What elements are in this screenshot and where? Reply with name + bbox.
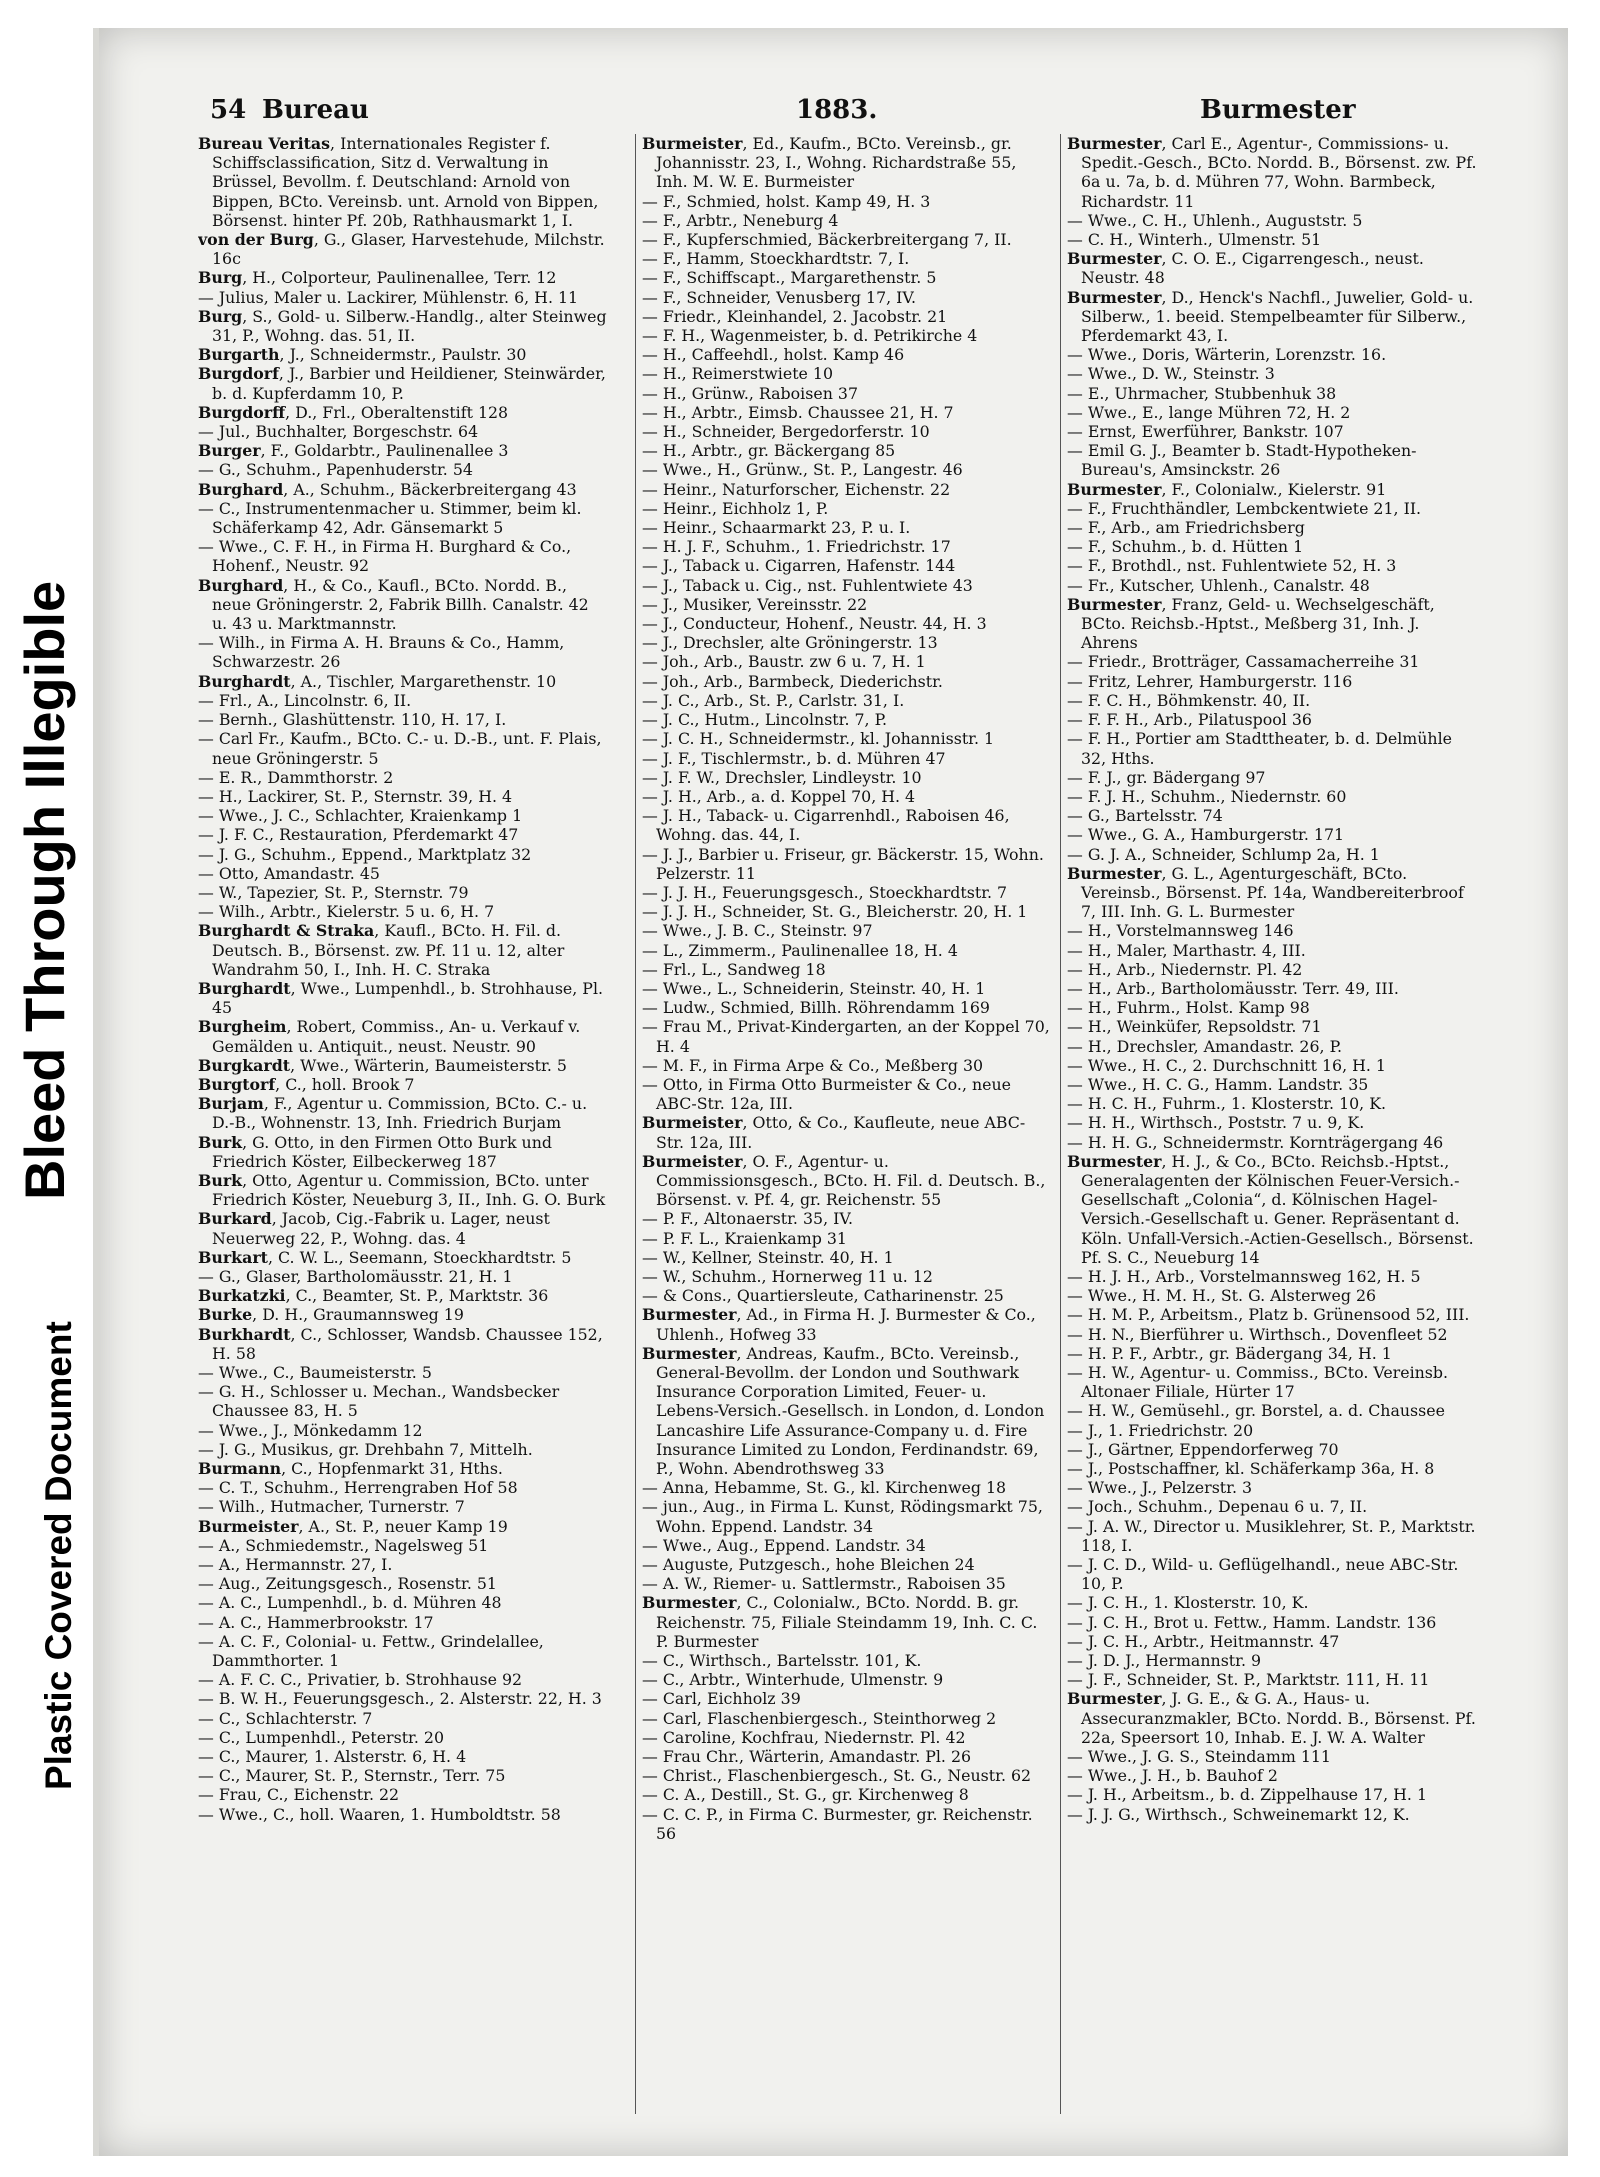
- directory-entry: — F. J., gr. Bädergang 97: [1067, 767, 1266, 787]
- directory-entry: — Frau M., Privat-Kindergarten, an der Koppel 70, H. 4: [642, 1017, 1050, 1056]
- directory-entry: — Emil G. J., Beamter b. Stadt-Hypotheken-Bureau's, Amsinckstr. 26: [1067, 441, 1417, 480]
- directory-entry: Burjam, F., Agentur u. Commission, BCto. C.- u. D.-B., Wohnenstr. 13, Inh. Friedrich Burjam: [198, 1094, 588, 1133]
- directory-entry: — F., Brothdl., nst. Fuhlentwiete 52, H. 3: [1067, 556, 1397, 576]
- directory-entry: Burmeister, Otto, & Co., Kaufleute, neue ABC-Str. 12a, III.: [642, 1113, 1026, 1152]
- directory-entry: — Wwe., E., lange Mühren 72, H. 2: [1067, 402, 1351, 422]
- directory-entry: — C. H., Winterh., Ulmenstr. 51: [1067, 230, 1322, 250]
- directory-entry: — C., Maurer, 1. Alsterstr. 6, H. 4: [198, 1747, 467, 1767]
- directory-entry: — H. J. H., Arb., Vorstelmannsweg 162, H. 5: [1067, 1266, 1421, 1286]
- bleed-through-label: Bleed Through Illegible: [13, 580, 76, 1200]
- directory-entry: Burmester, F., Colonialw., Kielerstr. 91: [1067, 479, 1387, 499]
- directory-entry: — A. F. C. C., Privatier, b. Strohhause 92: [198, 1670, 523, 1690]
- directory-entry: — Friedr., Kleinhandel, 2. Jacobstr. 21: [642, 306, 948, 326]
- directory-entry: Burghard, H., & Co., Kaufl., BCto. Nordd. B., neue Gröningerstr. 2, Fabrik Billh. Canalstr. 42 u. 43 u. Marktmannstr.: [198, 575, 589, 634]
- directory-entry: Burmeister, O. F., Agentur- u. Commissionsgesch., BCto. H. Fil. d. Deutsch. B., Börsenst. v. Pf. 4, gr. Reichenstr. 55: [642, 1151, 1046, 1210]
- directory-entry: — A. C., Lumpenhdl., b. d. Mühren 48: [198, 1593, 502, 1613]
- directory-entry: — H., Arbtr., Eimsb. Chaussee 21, H. 7: [642, 402, 954, 422]
- directory-entry: — A. W., Riemer- u. Sattlermstr., Raboisen 35: [642, 1574, 1006, 1594]
- directory-entry: — Ernst, Ewerführer, Bankstr. 107: [1067, 422, 1344, 442]
- directory-entry: — F., Hamm, Stoeckhardtstr. 7, I.: [642, 249, 910, 269]
- directory-entry: — J. C. H., 1. Klosterstr. 10, K.: [1067, 1593, 1309, 1613]
- directory-entry: — W., Kellner, Steinstr. 40, H. 1: [642, 1247, 894, 1267]
- directory-entry: — Wwe., J., Mönkedamm 12: [198, 1420, 423, 1440]
- directory-entry: — E. R., Dammthorstr. 2: [198, 767, 394, 787]
- directory-entry: — Fritz, Lehrer, Hamburgerstr. 116: [1067, 671, 1353, 691]
- directory-entry: — Wwe., J. G. S., Steindamm 111: [1067, 1747, 1331, 1767]
- directory-entry: — Wwe., H. C. G., Hamm. Landstr. 35: [1067, 1074, 1369, 1094]
- directory-entry: Burgdorff, D., Frl., Oberaltenstift 128: [198, 402, 509, 422]
- directory-entry: — C., Schlachterstr. 7: [198, 1708, 373, 1728]
- directory-entry: — Heinr., Naturforscher, Eichenstr. 22: [642, 479, 951, 499]
- directory-entry: — J. H., Taback- u. Cigarrenhdl., Raboisen 46, Wohng. das. 44, I.: [642, 806, 1010, 845]
- directory-entry: — Joch., Schuhm., Depenau 6 u. 7, II.: [1067, 1497, 1368, 1517]
- directory-entry: — F., Schmied, holst. Kamp 49, H. 3: [642, 191, 931, 211]
- directory-entry: — Frl., A., Lincolnstr. 6, II.: [198, 690, 412, 710]
- directory-entry: — H., Arb., Bartholomäusstr. Terr. 49, III.: [1067, 978, 1399, 998]
- directory-entry: — H., Drechsler, Amandastr. 26, P.: [1067, 1036, 1343, 1056]
- directory-entry: — Joh., Arb., Barmbeck, Diederichstr.: [642, 671, 943, 691]
- directory-entry: — Christ., Flaschenbiergesch., St. G., Neustr. 62: [642, 1766, 1032, 1786]
- directory-entry: — Joh., Arb., Baustr. zw 6 u. 7, H. 1: [642, 652, 926, 672]
- directory-entry: — J., Musiker, Vereinsstr. 22: [642, 594, 868, 614]
- directory-entry: — Jul., Buchhalter, Borgeschstr. 64: [198, 422, 479, 442]
- directory-entry: Burk, Otto, Agentur u. Commission, BCto. unter Friedrich Köster, Neueburg 3, II., Inh. G. O. Burk: [198, 1170, 606, 1210]
- directory-entry: — Wwe., H. M. H., St. G. Alsterweg 26: [1067, 1286, 1377, 1306]
- directory-entry: — H., Schneider, Bergedorferstr. 10: [642, 422, 930, 442]
- directory-entry: — Wwe., H. C., 2. Durchschnitt 16, H. 1: [1067, 1055, 1386, 1075]
- directory-entry: — Wwe., H., Grünw., St. P., Langestr. 46: [642, 460, 963, 480]
- directory-entry: — H. H., Wirthsch., Poststr. 7 u. 9, K.: [1067, 1113, 1365, 1133]
- directory-entry: — J. C., Arb., St. P., Carlstr. 31, I.: [642, 690, 905, 710]
- directory-entry: — F., Schuhm., b. d. Hütten 1: [1067, 537, 1304, 557]
- directory-entry: Burmester, C., Colonialw., BCto. Nordd. B. gr. Reichenstr. 75, Filiale Steindamm 19, Inh. C. C. P. Burmester: [642, 1593, 1038, 1651]
- directory-entry: Burmester, Andreas, Kaufm., BCto. Vereinsb., General-Bevollm. der London und Southwark Insurance Corporation Limited, Feuer- u. Lebens-Versich.-Gesellsch. in London, d. London Lancashire Life Assurance-Company u. d. Fire Insurance Limited zu London, Ferdinandstr. 69, P., Wohn. Abendrothsweg 33: [642, 1343, 1045, 1479]
- directory-entry: — F. F. H., Arb., Pilatuspool 36: [1067, 710, 1312, 730]
- header-year: 1883.: [796, 95, 878, 125]
- directory-entry: — J. J. H., Schneider, St. G., Bleicherstr. 20, H. 1: [642, 902, 1028, 922]
- directory-entry: — B. W. H., Feuerungsgesch., 2. Alsterstr. 22, H. 3: [198, 1689, 602, 1709]
- directory-entry: Burmester, Franz, Geld- u. Wechselgeschäft, BCto. Reichsb.-Hptst., Meßberg 31, Inh. J. Ahrens: [1067, 594, 1435, 653]
- directory-entry: — Wwe., D. W., Steinstr. 3: [1067, 364, 1275, 384]
- directory-entry: — W., Tapezier, St. P., Sternstr. 79: [198, 882, 469, 902]
- directory-entry: — W., Schuhm., Hornerweg 11 u. 12: [642, 1266, 933, 1286]
- directory-entry: — H. W., Agentur- u. Commiss., BCto. Vereinsb. Altonaer Filiale, Hürter 17: [1067, 1363, 1449, 1402]
- directory-entry: — Carl, Flaschenbiergesch., Steinthorweg 2: [642, 1708, 997, 1728]
- directory-entry: — G., Schuhm., Papenhuderstr. 54: [198, 460, 473, 480]
- directory-entry: — J. J. H., Feuerungsgesch., Stoeckhardtstr. 7: [642, 882, 1008, 902]
- directory-entry: — Frau, C., Eichenstr. 22: [198, 1785, 400, 1805]
- directory-entry: Burgarth, J., Schneidermstr., Paulstr. 30: [198, 345, 527, 365]
- directory-entry: — Wilh., in Firma A. H. Brauns & Co., Hamm, Schwarzestr. 26: [198, 633, 565, 672]
- directory-entry: — G., Bartelsstr. 74: [1067, 806, 1223, 826]
- directory-entry: — J. F., Schneider, St. P., Marktstr. 111, H. 11: [1067, 1670, 1430, 1690]
- header-left-word: Bureau: [262, 95, 369, 125]
- directory-entry: Burk, G. Otto, in den Firmen Otto Burk und Friedrich Köster, Eilbeckerweg 187: [198, 1132, 553, 1171]
- directory-entry: — E., Uhrmacher, Stubbenhuk 38: [1067, 383, 1337, 403]
- directory-entry: — Wilh., Hutmacher, Turnerstr. 7: [198, 1497, 465, 1517]
- directory-entry: — C., Lumpenhdl., Peterstr. 20: [198, 1727, 445, 1747]
- directory-entry: — Wwe., J. H., b. Bauhof 2: [1067, 1766, 1278, 1786]
- directory-entry: — Wwe., C., holl. Waaren, 1. Humboldtstr. 58: [198, 1804, 561, 1824]
- directory-entry: von der Burg, G., Glaser, Harvestehude, Milchstr. 16c: [198, 230, 605, 269]
- directory-entry: — A. C. F., Colonial- u. Fettw., Grindelallee, Dammthorter. 1: [198, 1631, 544, 1671]
- directory-entry: Burghardt & Straka, Kaufl., BCto. H. Fil. d. Deutsch. B., Börsenst. zw. Pf. 11 u. 12, alter Wandrahm 50, I., Inh. H. C. Straka: [198, 921, 565, 979]
- side-labels: [0, 0, 95, 2177]
- directory-column-1: [198, 134, 608, 2114]
- directory-entry: — J. F., Tischlermstr., b. d. Mühren 47: [642, 748, 946, 768]
- directory-entry: Bureau Veritas, Internationales Register f. Schiffsclassification, Sitz d. Verwaltung in Brüssel, Bevollm. f. Deutschland: Arnold von Bippen, BCto. Vereinsb. unt. Arnold von Bippen, Börsenst. hinter Pf. 20b, Rathhausmarkt 1, I.: [198, 134, 599, 230]
- directory-entry: Burmester, D., Henck's Nachfl., Juwelier, Gold- u. Silberw., 1. beeid. Stempelbeamter für Silberw., Pferdemarkt 43, I.: [1067, 287, 1474, 346]
- directory-entry: — Otto, in Firma Otto Burmeister & Co., neue ABC-Str. 12a, III.: [642, 1074, 1012, 1114]
- directory-entry: Burgdorf, J., Barbier und Heildiener, Steinwärder, b. d. Kupferdamm 10, P.: [198, 364, 606, 403]
- directory-entry: — C., Maurer, St. P., Sternstr., Terr. 75: [198, 1766, 506, 1786]
- directory-entry: — Wwe., C., Baumeisterstr. 5: [198, 1363, 432, 1382]
- directory-entry: — Friedr., Brotträger, Cassamacherreihe 31: [1067, 652, 1420, 672]
- directory-entry: — F., Kupferschmied, Bäckerbreitergang 7, II.: [642, 230, 1012, 250]
- directory-entry: — C., Arbtr., Winterhude, Ulmenstr. 9: [642, 1670, 944, 1690]
- directory-entry: — F. J. H., Schuhm., Niedernstr. 60: [1067, 786, 1347, 806]
- directory-entry: — Frau Chr., Wärterin, Amandastr. Pl. 26: [642, 1747, 972, 1767]
- directory-entry: — Auguste, Putzgesch., hohe Bleichen 24: [642, 1555, 975, 1575]
- directory-entry: Burgkardt, Wwe., Wärterin, Baumeisterstr. 5: [198, 1055, 567, 1075]
- directory-entry: — Wwe., J. B. C., Steinstr. 97: [642, 921, 873, 941]
- directory-entry: Burkard, Jacob, Cig.-Fabrik u. Lager, neust Neuerweg 22, P., Wohng. das. 4: [198, 1209, 550, 1248]
- directory-entry: — Wilh., Arbtr., Kielerstr. 5 u. 6, H. 7: [198, 902, 495, 922]
- directory-entry: — Wwe., C. H., Uhlenh., Auguststr. 5: [1067, 210, 1363, 230]
- directory-entry: Burgtorf, C., holl. Brook 7: [198, 1074, 415, 1094]
- directory-entry: — F., Arb., am Friedrichsberg: [1067, 518, 1305, 538]
- directory-entry: — Heinr., Schaarmarkt 23, P. u. I.: [642, 518, 911, 538]
- directory-entry: Burghard, A., Schuhm., Bäckerbreitergang 43: [198, 479, 577, 499]
- directory-entry: — H., Grünw., Raboisen 37: [642, 383, 858, 403]
- directory-entry: — C. T., Schuhm., Herrengraben Hof 58: [198, 1478, 518, 1498]
- directory-entry: — J. C., Hutm., Lincolnstr. 7, P.: [642, 710, 888, 730]
- directory-entry: — H., Caffeehdl., holst. Kamp 46: [642, 345, 905, 365]
- directory-entry: — H., Arb., Niedernstr. Pl. 42: [1067, 959, 1303, 979]
- directory-entry: — Wwe., C. F. H., in Firma H. Burghard & Co., Hohenf., Neustr. 92: [198, 537, 572, 576]
- directory-entry: Burg, S., Gold- u. Silberw.-Handlg., alter Steinweg 31, P., Wohng. das. 51, II.: [198, 306, 607, 346]
- header-right-word: Burmester: [1200, 95, 1356, 125]
- directory-entry: — C. C. P., in Firma C. Burmester, gr. Reichenstr. 56: [642, 1804, 1033, 1843]
- directory-entry: — H., Maler, Marthastr. 4, III.: [1067, 940, 1306, 960]
- directory-entry: — Aug., Zeitungsgesch., Rosenstr. 51: [198, 1574, 497, 1594]
- directory-entry: — C., Instrumentenmacher u. Stimmer, beim kl. Schäferkamp 42, Adr. Gänsemarkt 5: [198, 498, 582, 538]
- directory-entry: — Wwe., J., Pelzerstr. 3: [1067, 1478, 1253, 1498]
- directory-entry: Burmann, C., Hopfenmarkt 31, Hths.: [198, 1459, 503, 1479]
- directory-entry: Burmester, J. G. E., & G. A., Haus- u. Assecuranzmakler, BCto. Nordd. B., Börsenst. Pf. 22a, Speersort 10, Inhab. E. J. W. A. Walter: [1067, 1689, 1476, 1747]
- directory-entry: — H., Vorstelmannsweg 146: [1067, 921, 1294, 941]
- directory-entry: — Wwe., Doris, Wärterin, Lorenzstr. 16.: [1067, 345, 1387, 365]
- directory-entry: Burg, H., Colporteur, Paulinenallee, Terr. 12: [198, 268, 557, 288]
- directory-entry: — C. A., Destill., St. G., gr. Kirchenweg 8: [642, 1785, 969, 1805]
- directory-entry: — H. H. G., Schneidermstr. Kornträgergang 46: [1067, 1132, 1444, 1152]
- directory-entry: — H., Reimerstwiete 10: [642, 364, 834, 384]
- directory-entry: — J., 1. Friedrichstr. 20: [1067, 1420, 1254, 1440]
- directory-entry: — F., Schneider, Venusberg 17, IV.: [642, 287, 917, 307]
- directory-entry: — J. J., Barbier u. Friseur, gr. Bäckerstr. 15, Wohn. Pelzerstr. 11: [642, 844, 1044, 883]
- directory-entry: — Wwe., J. C., Schlachter, Kraienkamp 1: [198, 806, 523, 826]
- directory-entry: — H., Arbtr., gr. Bäckergang 85: [642, 441, 896, 461]
- directory-entry: — H. J. F., Schuhm., 1. Friedrichstr. 17: [642, 537, 951, 557]
- directory-entry: — F., Arbtr., Neneburg 4: [642, 210, 839, 230]
- directory-entry: — H. M. P., Arbeitsm., Platz b. Grünensood 52, III.: [1067, 1305, 1470, 1325]
- directory-entry: — Otto, Amandastr. 45: [198, 863, 380, 883]
- page-header: [210, 95, 1356, 135]
- directory-entry: Burmester, H. J., & Co., BCto. Reichsb.-Hptst., Generalagenten der Kölnischen Feuer-Versich.-Gesellschaft „Colonia“, d. Kölnischen Hagel-Versich.-Gesellschaft u. Gener. Repräsentant d. Köln. Unfall-Versich.-Actien-Gesellsch., Börsenst. Pf. S. C., Neueburg 14: [1067, 1151, 1474, 1267]
- directory-entry: — J. G., Schuhm., Eppend., Marktplatz 32: [198, 844, 532, 864]
- directory-entry: Burghardt, Wwe., Lumpenhdl., b. Strohhause, Pl. 45: [198, 978, 604, 1018]
- directory-entry: — J. J. G., Wirthsch., Schweinemarkt 12, K.: [1067, 1804, 1410, 1824]
- directory-entry: — Ludw., Schmied, Billh. Röhrendamm 169: [642, 998, 990, 1018]
- directory-entry: — H., Lackirer, St. P., Sternstr. 39, H. 4: [198, 786, 513, 806]
- directory-entry: — Wwe., L., Schneiderin, Steinstr. 40, H. 1: [642, 978, 986, 998]
- directory-entry: — Heinr., Eichholz 1, P.: [642, 498, 829, 518]
- directory-entry: — Caroline, Kochfrau, Niedernstr. Pl. 42: [642, 1727, 966, 1747]
- directory-entry: — F., Fruchthändler, Lembckentwiete 21, II.: [1067, 498, 1422, 518]
- directory-entry: Burmester, G. L., Agenturgeschäft, BCto. Vereinsb., Börsenst. Pf. 14a, Wandbereiterbroof 7, III. Inh. G. L. Burmester: [1067, 863, 1464, 922]
- directory-column-2: [635, 134, 1052, 2114]
- directory-entry: — Carl, Eichholz 39: [642, 1689, 801, 1709]
- directory-entry: Burger, F., Goldarbtr., Paulinenallee 3: [198, 441, 509, 461]
- directory-entry: — J. A. W., Director u. Musiklehrer, St. P., Marktstr. 118, I.: [1067, 1516, 1476, 1555]
- directory-entry: Burgheim, Robert, Commiss., An- u. Verkauf v. Gemälden u. Antiquit., neust. Neustr. 90: [198, 1017, 581, 1056]
- directory-entry: — H., Weinküfer, Repsoldstr. 71: [1067, 1017, 1322, 1037]
- directory-entry: — P. F. L., Kraienkamp 31: [642, 1228, 847, 1248]
- directory-entry: — J., Conducteur, Hohenf., Neustr. 44, H. 3: [642, 614, 987, 634]
- directory-entry: — J., Postschaffner, kl. Schäferkamp 36a, H. 8: [1067, 1459, 1435, 1479]
- directory-entry: — J., Taback u. Cig., nst. Fuhlentwiete 43: [642, 575, 973, 595]
- directory-columns: [198, 134, 1477, 2114]
- directory-entry: — M. F., in Firma Arpe & Co., Meßberg 30: [642, 1055, 984, 1075]
- directory-entry: — G., Glaser, Bartholomäusstr. 21, H. 1: [198, 1266, 513, 1286]
- directory-entry: — jun., Aug., in Firma L. Kunst, Rödingsmarkt 75, Wohn. Eppend. Landstr. 34: [642, 1497, 1043, 1536]
- directory-entry: — Wwe., G. A., Hamburgerstr. 171: [1067, 825, 1345, 845]
- directory-entry: Burke, D. H., Graumannsweg 19: [198, 1305, 464, 1325]
- page-number: 54: [210, 95, 247, 125]
- directory-entry: — J. C. H., Brot u. Fettw., Hamm. Landstr. 136: [1067, 1612, 1437, 1632]
- directory-entry: — F. H., Wagenmeister, b. d. Petrikirche 4: [642, 326, 978, 346]
- directory-entry: — H. W., Gemüsehl., gr. Borstel, a. d. Chaussee: [1067, 1401, 1445, 1421]
- directory-entry: — C., Wirthsch., Bartelsstr. 101, K.: [642, 1651, 922, 1671]
- directory-entry: — J. C. H., Schneidermstr., kl. Johannisstr. 1: [642, 729, 995, 749]
- directory-entry: — A., Schmiedemstr., Nagelsweg 51: [198, 1535, 489, 1555]
- directory-entry: — Anna, Hebamme, St. G., kl. Kirchenweg 18: [642, 1478, 1007, 1498]
- directory-entry: — G. H., Schlosser u. Mechan., Wandsbecker Chaussee 83, H. 5: [198, 1382, 560, 1421]
- directory-entry: — A., Hermannstr. 27, I.: [198, 1555, 393, 1575]
- directory-entry: Burkhardt, C., Schlosser, Wandsb. Chaussee 152, H. 58: [198, 1324, 603, 1363]
- directory-entry: Burmeister, Ed., Kaufm., BCto. Vereinsb., gr. Johannisstr. 23, I., Wohng. Richardstraße 55, Inh. M. W. E. Burmeister: [642, 134, 1017, 192]
- directory-entry: — J., Gärtner, Eppendorferweg 70: [1067, 1439, 1339, 1459]
- directory-entry: — J. H., Arb., a. d. Koppel 70, H. 4: [642, 786, 916, 806]
- directory-entry: Burghardt, A., Tischler, Margarethenstr. 10: [198, 671, 557, 691]
- directory-entry: — F. H., Portier am Stadttheater, b. d. Delmühle 32, Hths.: [1067, 729, 1452, 768]
- directory-entry: Burmester, C. O. E., Cigarrengesch., neust. Neustr. 48: [1067, 249, 1424, 288]
- directory-entry: — J. C. H., Arbtr., Heitmannstr. 47: [1067, 1631, 1340, 1651]
- directory-entry: — Carl Fr., Kaufm., BCto. C.- u. D.-B., unt. F. Plais, neue Gröningerstr. 5: [198, 729, 602, 768]
- directory-entry: — A. C., Hammerbrookstr. 17: [198, 1612, 434, 1632]
- directory-entry: — H., Fuhrm., Holst. Kamp 98: [1067, 998, 1310, 1018]
- directory-entry: Burmester, Ad., in Firma H. J. Burmester & Co., Uhlenh., Hofweg 33: [642, 1305, 1036, 1344]
- directory-entry: — J. F. C., Restauration, Pferdemarkt 47: [198, 825, 519, 845]
- directory-entry: — J. F. W., Drechsler, Lindleystr. 10: [642, 767, 922, 787]
- directory-entry: — J. D. J., Hermannstr. 9: [1067, 1651, 1262, 1671]
- directory-entry: — G. J. A., Schneider, Schlump 2a, H. 1: [1067, 844, 1380, 864]
- directory-entry: — P. F., Altonaerstr. 35, IV.: [642, 1209, 854, 1229]
- directory-entry: Burmester, Carl E., Agentur-, Commissions- u. Spedit.-Gesch., BCto. Nordd. B., Börsenst. zw. Pf. 6a u. 7a, b. d. Mühren 77, Wohn. Barmbeck, Richardstr. 11: [1067, 134, 1477, 211]
- directory-column-3: [1060, 134, 1479, 2114]
- directory-entry: — & Cons., Quartiersleute, Catharinenstr. 25: [642, 1286, 1004, 1306]
- directory-entry: — Fr., Kutscher, Uhlenh., Canalstr. 48: [1067, 575, 1370, 595]
- directory-entry: — J., Drechsler, alte Gröningerstr. 13: [642, 633, 938, 653]
- directory-entry: — H. P. F., Arbtr., gr. Bädergang 34, H. 1: [1067, 1343, 1392, 1363]
- directory-entry: Burmeister, A., St. P., neuer Kamp 19: [198, 1516, 508, 1536]
- directory-entry: — Wwe., Aug., Eppend. Landstr. 34: [642, 1535, 926, 1555]
- directory-entry: — H. C. H., Fuhrm., 1. Klosterstr. 10, K.: [1067, 1094, 1387, 1114]
- directory-entry: — F., Schiffscapt., Margarethenstr. 5: [642, 268, 937, 288]
- directory-entry: — L., Zimmerm., Paulinenallee 18, H. 4: [642, 940, 958, 960]
- plastic-covered-label: Plastic Covered Document: [38, 1321, 79, 1790]
- directory-entry: — H. N., Bierführer u. Wirthsch., Dovenfleet 52: [1067, 1324, 1448, 1344]
- directory-entry: — F. C. H., Böhmkenstr. 40, II.: [1067, 690, 1311, 710]
- directory-entry: — Julius, Maler u. Lackirer, Mühlenstr. 6, H. 11: [198, 287, 579, 307]
- directory-entry: Burkart, C. W. L., Seemann, Stoeckhardtstr. 5: [198, 1247, 572, 1267]
- directory-entry: — J. G., Musikus, gr. Drehbahn 7, Mittelh.: [198, 1439, 533, 1459]
- directory-entry: — Frl., L., Sandweg 18: [642, 959, 826, 979]
- directory-entry: — Bernh., Glashüttenstr. 110, H. 17, I.: [198, 710, 507, 730]
- directory-entry: Burkatzki, C., Beamter, St. P., Marktstr. 36: [198, 1286, 549, 1306]
- directory-entry: — J. H., Arbeitsm., b. d. Zippelhause 17, H. 1: [1067, 1785, 1427, 1805]
- directory-entry: — J., Taback u. Cigarren, Hafenstr. 144: [642, 556, 956, 576]
- directory-entry: — J. C. D., Wild- u. Geflügelhandl., neue ABC-Str. 10, P.: [1067, 1555, 1459, 1594]
